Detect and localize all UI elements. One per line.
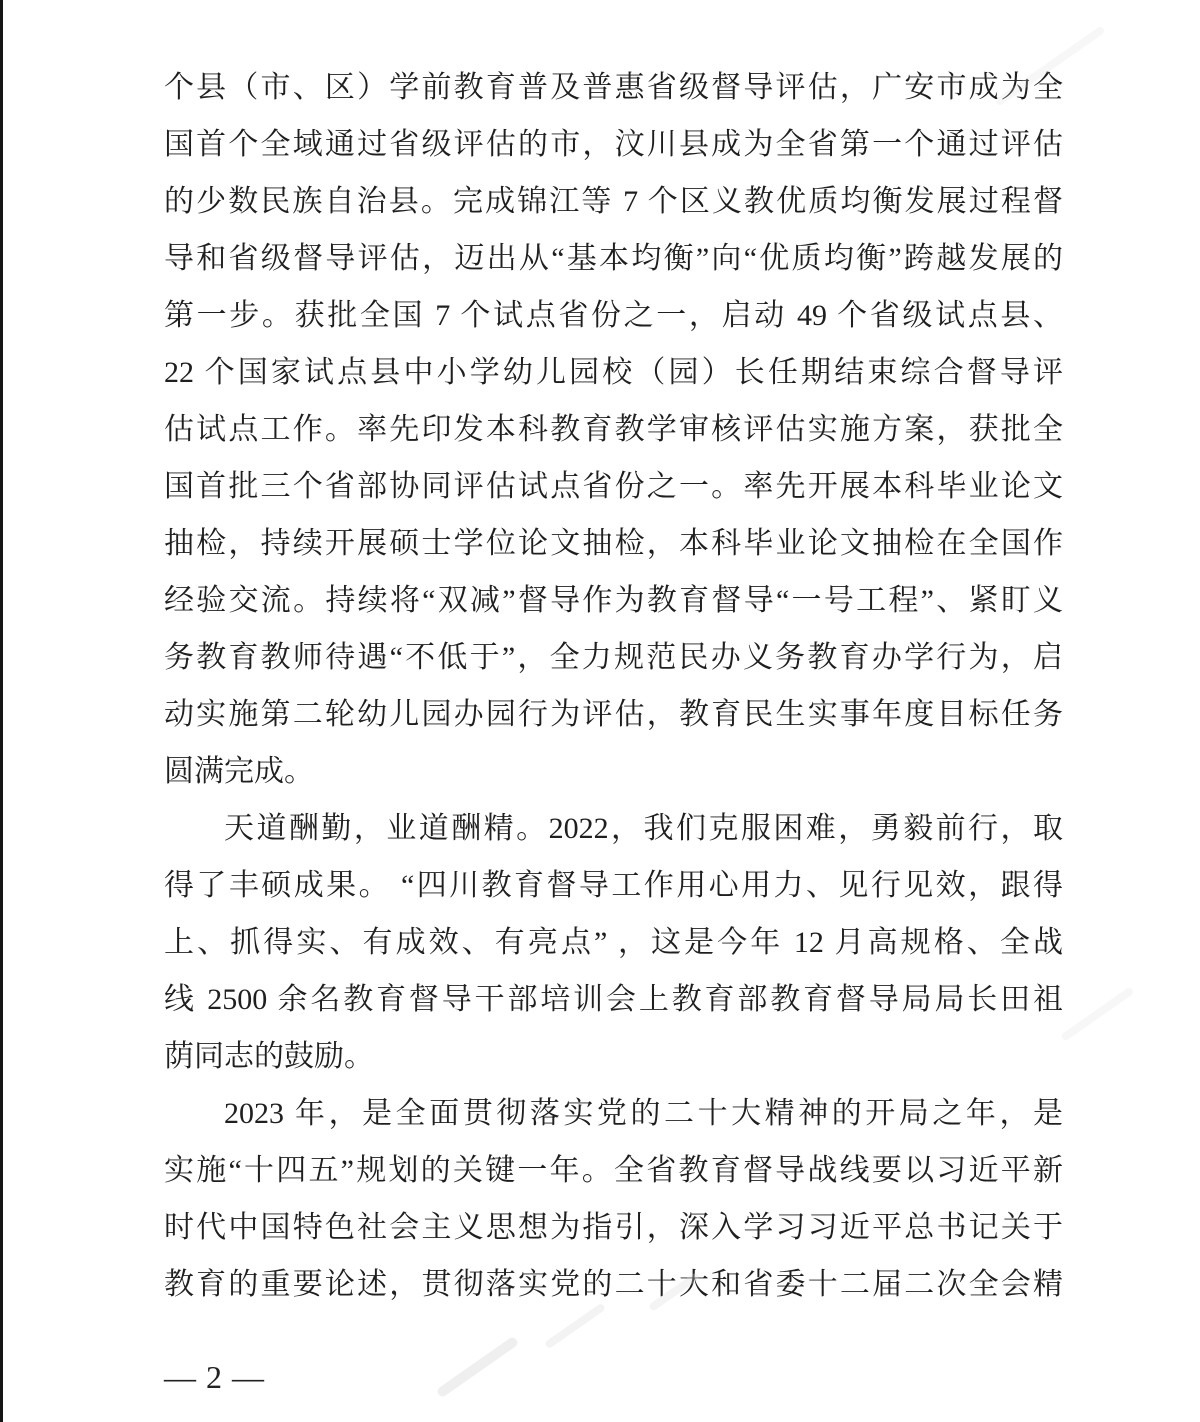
text-line: 抽检，持续开展硕士学位论文抽检，本科毕业论文抽检在全国作 [164,527,1063,560]
text-line: 的少数民族自治县。完成锦江等 7 个区义教优质均衡发展过程督 [164,185,1063,218]
text-line: 天道酬勤，业道酬精。2022，我们克服困难，勇毅前行，取 [224,812,1063,845]
page-number: — 2 — [164,1359,265,1395]
text-line: 时代中国特色社会主义思想为指引，深入学习习近平总书记关于 [164,1211,1063,1244]
text-line: 国首个全域通过省级评估的市，汶川县成为全省第一个通过评估 [164,128,1063,161]
scan-artifact [1060,986,1134,1041]
text-line: 线 2500 余名教育督导干部培训会上教育部教育督导局局长田祖 [164,983,1063,1016]
text-line: 第一步。获批全国 7 个试点省份之一，启动 49 个省级试点县、 [164,299,1063,332]
paragraph [164,59,1063,800]
text-line: 圆满完成。 [164,755,314,788]
text-line: 经验交流。持续将“双减”督导作为教育督导“一号工程”、紧盯义 [164,584,1063,617]
text-line: 导和省级督导评估，迈出从“基本均衡”向“优质均衡”跨越发展的 [164,242,1063,275]
document-page [164,59,1063,1397]
text-line: 估试点工作。率先印发本科教育教学审核评估实施方案，获批全 [164,413,1063,446]
text-line: 务教育教师待遇“不低于”，全力规范民办义务教育办学行为，启 [164,641,1063,674]
paragraph [164,800,1063,1085]
text-line: 动实施第二轮幼儿园办园行为评估，教育民生实事年度目标任务 [164,698,1063,731]
text-line: 上、抓得实、有成效、有亮点” ，这是今年 12 月高规格、全战 [164,926,1063,959]
text-line: 荫同志的鼓励。 [164,1040,374,1073]
text-line: 教育的重要论述，贯彻落实党的二十大和省委十二届二次全会精 [164,1268,1063,1301]
text-line: 22 个国家试点县中小学幼儿园校（园）长任期结束综合督导评 [164,356,1063,389]
paragraph [164,1085,1063,1313]
text-line: 个县（市、区）学前教育普及普惠省级督导评估，广安市成为全 [164,71,1063,104]
text-line: 实施“十四五”规划的关键一年。全省教育督导战线要以习近平新 [164,1154,1063,1187]
scan-edge-line [0,0,3,1422]
text-line: 国首批三个省部协同评估试点省份之一。率先开展本科毕业论文 [164,470,1063,503]
text-line: 2023 年，是全面贯彻落实党的二十大精神的开局之年，是 [224,1097,1063,1130]
text-line: 得了丰硕成果。 “四川教育督导工作用心用力、见行见效，跟得 [164,869,1063,902]
